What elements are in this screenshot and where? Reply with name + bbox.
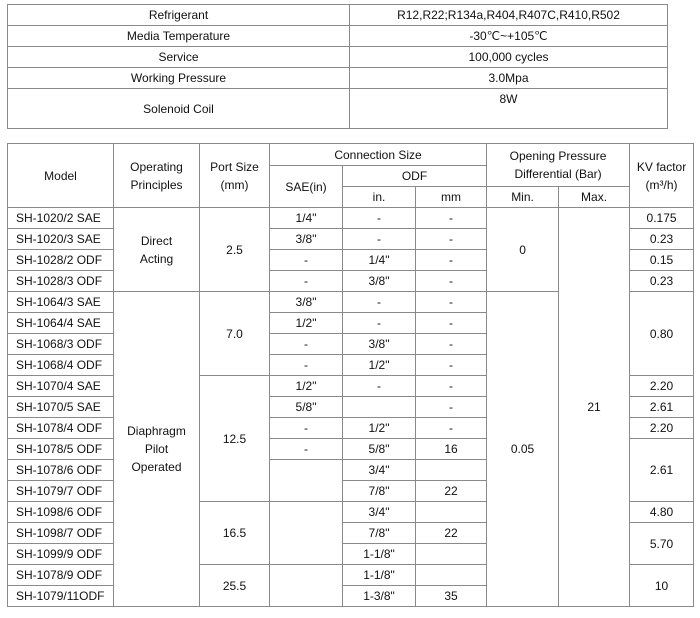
kv-cell: 2.61	[630, 397, 694, 418]
header-connection-size: Connection Size	[270, 144, 487, 166]
spec-value: 100,000 cycles	[350, 47, 668, 68]
port-size-cell: 12.5	[200, 376, 270, 502]
spec-value: 8W	[350, 89, 668, 129]
odf-in-cell: -	[343, 208, 416, 229]
model-cell: SH-1028/3 ODF	[8, 271, 114, 292]
odf-in-cell: 1/2"	[343, 355, 416, 376]
odf-mm-cell: -	[416, 418, 487, 439]
sae-cell: -	[270, 418, 343, 439]
sae-cell: -	[270, 271, 343, 292]
spec-label: Refrigerant	[8, 5, 350, 26]
odf-mm-cell: 16	[416, 439, 487, 460]
model-cell: SH-1098/6 ODF	[8, 502, 114, 523]
kv-cell: 0.15	[630, 250, 694, 271]
kv-cell: 0.23	[630, 271, 694, 292]
model-cell: SH-1068/3 ODF	[8, 334, 114, 355]
odf-in-cell: -	[343, 313, 416, 334]
header-max: Max.	[559, 187, 630, 208]
port-size-cell: 16.5	[200, 502, 270, 565]
odf-in-cell: 1-1/8"	[343, 565, 416, 586]
principle-diaphragm-pilot: Diaphragm Pilot Operated	[114, 292, 200, 607]
kv-cell: 10	[630, 565, 694, 607]
sae-cell: -	[270, 250, 343, 271]
sae-cell	[270, 565, 343, 607]
odf-in-cell: 1/4"	[343, 250, 416, 271]
header-port-size: Port Size (mm)	[200, 144, 270, 208]
min-pressure-cell: 0	[487, 208, 559, 292]
spec-row	[8, 26, 668, 47]
model-cell: SH-1099/9 ODF	[8, 544, 114, 565]
odf-in-cell: -	[343, 229, 416, 250]
sae-cell: -	[270, 334, 343, 355]
odf-mm-cell: -	[416, 271, 487, 292]
spec-row	[8, 89, 668, 129]
sae-cell	[270, 502, 343, 565]
odf-in-cell	[343, 397, 416, 418]
odf-mm-cell: 22	[416, 523, 487, 544]
odf-mm-cell: -	[416, 355, 487, 376]
odf-in-cell: 1/2"	[343, 418, 416, 439]
kv-cell: 0.80	[630, 292, 694, 376]
odf-mm-cell: -	[416, 292, 487, 313]
spec-value: 3.0Mpa	[350, 68, 668, 89]
sae-cell: 3/8"	[270, 229, 343, 250]
kv-cell: 0.23	[630, 229, 694, 250]
model-cell: SH-1079/7 ODF	[8, 481, 114, 502]
model-cell: SH-1078/4 ODF	[8, 418, 114, 439]
odf-mm-cell: -	[416, 250, 487, 271]
kv-cell: 2.61	[630, 439, 694, 502]
model-cell: SH-1079/11ODF	[8, 586, 114, 607]
header-opening-pressure: Opening Pressure Differential (Bar)	[487, 144, 630, 187]
principle-direct-acting: Direct Acting	[114, 208, 200, 292]
kv-cell: 2.20	[630, 376, 694, 397]
odf-mm-cell: 35	[416, 586, 487, 607]
header-model: Model	[8, 144, 114, 208]
spec-label: Working Pressure	[8, 68, 350, 89]
odf-in-cell: 5/8"	[343, 439, 416, 460]
kv-cell: 5.70	[630, 523, 694, 565]
header-odf: ODF	[343, 166, 487, 187]
header-kv-factor: KV factor (m³/h)	[630, 144, 694, 208]
sae-cell: 1/2"	[270, 376, 343, 397]
header-row	[8, 144, 694, 166]
header-odf-in: in.	[343, 187, 416, 208]
model-cell: SH-1028/2 ODF	[8, 250, 114, 271]
min-pressure-cell: 0.05	[487, 292, 559, 607]
model-table	[7, 143, 694, 607]
model-cell: SH-1068/4 ODF	[8, 355, 114, 376]
kv-cell: 4.80	[630, 502, 694, 523]
odf-mm-cell: -	[416, 208, 487, 229]
header-operating-principles: Operating Principles	[114, 144, 200, 208]
odf-mm-cell	[416, 460, 487, 481]
odf-mm-cell: -	[416, 397, 487, 418]
model-cell: SH-1098/7 ODF	[8, 523, 114, 544]
port-size-cell: 25.5	[200, 565, 270, 607]
sae-cell	[270, 460, 343, 502]
spec-row	[8, 47, 668, 68]
odf-mm-cell: -	[416, 376, 487, 397]
odf-mm-cell	[416, 544, 487, 565]
odf-mm-cell: -	[416, 229, 487, 250]
odf-in-cell: 3/8"	[343, 334, 416, 355]
header-min: Min.	[487, 187, 559, 208]
odf-in-cell: 3/4"	[343, 502, 416, 523]
sae-cell: 3/8"	[270, 292, 343, 313]
odf-in-cell: -	[343, 376, 416, 397]
model-cell: SH-1078/6 ODF	[8, 460, 114, 481]
odf-in-cell: 3/8"	[343, 271, 416, 292]
model-cell: SH-1064/3 SAE	[8, 292, 114, 313]
odf-in-cell: -	[343, 292, 416, 313]
model-cell: SH-1020/3 SAE	[8, 229, 114, 250]
odf-mm-cell: 22	[416, 481, 487, 502]
model-cell: SH-1070/4 SAE	[8, 376, 114, 397]
odf-in-cell: 3/4"	[343, 460, 416, 481]
kv-cell: 2.20	[630, 418, 694, 439]
header-sae: SAE(in)	[270, 166, 343, 208]
spec-row	[8, 68, 668, 89]
model-cell: SH-1020/2 SAE	[8, 208, 114, 229]
port-size-cell: 2.5	[200, 208, 270, 292]
max-pressure-cell: 21	[559, 208, 630, 607]
kv-cell: 0.175	[630, 208, 694, 229]
sae-cell: 5/8"	[270, 397, 343, 418]
model-cell: SH-1078/9 ODF	[8, 565, 114, 586]
odf-mm-cell	[416, 565, 487, 586]
table-row	[8, 208, 694, 229]
odf-mm-cell	[416, 502, 487, 523]
odf-in-cell: 7/8"	[343, 523, 416, 544]
spec-value: R12,R22;R134a,R404,R407C,R410,R502	[350, 5, 668, 26]
spec-row	[8, 5, 668, 26]
spec-value: -30℃~+105℃	[350, 26, 668, 47]
model-cell: SH-1078/5 ODF	[8, 439, 114, 460]
odf-in-cell: 1-3/8"	[343, 586, 416, 607]
model-cell: SH-1064/4 SAE	[8, 313, 114, 334]
spec-label: Solenoid Coil	[8, 89, 350, 129]
model-cell: SH-1070/5 SAE	[8, 397, 114, 418]
sae-cell: 1/2"	[270, 313, 343, 334]
sae-cell: -	[270, 439, 343, 460]
odf-in-cell: 7/8"	[343, 481, 416, 502]
header-odf-mm: mm	[416, 187, 487, 208]
specification-table	[7, 4, 668, 129]
odf-mm-cell: -	[416, 334, 487, 355]
sae-cell: -	[270, 355, 343, 376]
spec-label: Service	[8, 47, 350, 68]
port-size-cell: 7.0	[200, 292, 270, 376]
sae-cell: 1/4"	[270, 208, 343, 229]
odf-in-cell: 1-1/8"	[343, 544, 416, 565]
spec-label: Media Temperature	[8, 26, 350, 47]
odf-mm-cell: -	[416, 313, 487, 334]
